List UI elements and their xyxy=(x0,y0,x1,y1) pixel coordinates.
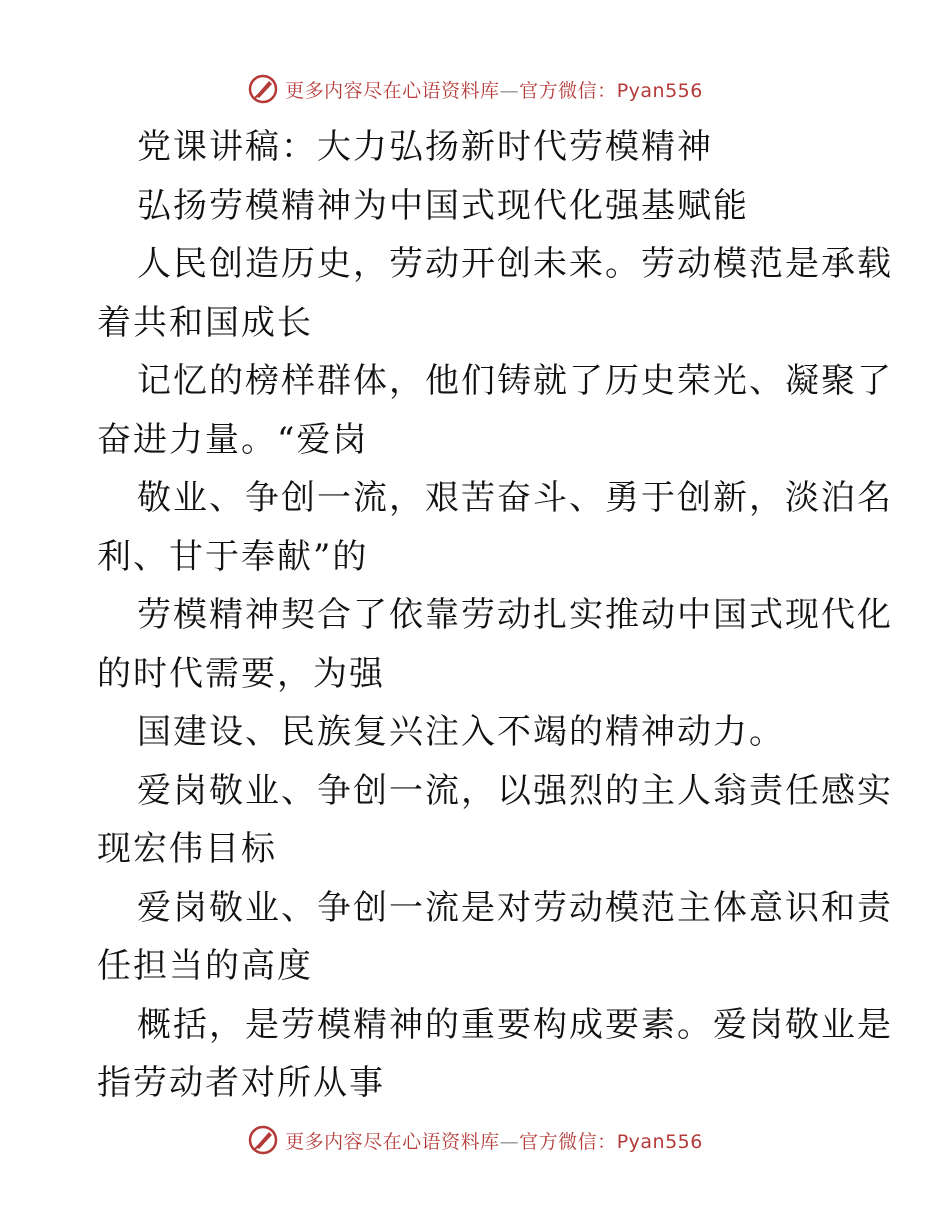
watermark-separator: — xyxy=(499,1130,520,1153)
document-line: 国建设、民族复兴注入不竭的精神动力。 xyxy=(137,712,785,752)
document-line: 敬业、争创一流，艰苦奋斗、勇于创新，淡泊名 xyxy=(137,478,893,518)
watermark-wechat-id: Pyan556 xyxy=(616,1130,703,1153)
document-line: 指劳动者对所从事 xyxy=(97,1063,385,1103)
header-watermark xyxy=(0,72,950,106)
document-line: 爱岗敬业、争创一流是对劳动模范主体意识和责 xyxy=(137,887,893,928)
watermark-text xyxy=(285,1127,703,1154)
watermark-wechat-label: 官方微信： xyxy=(519,1130,617,1153)
document-line: 爱岗敬业、争创一流，以强烈的主人翁责任感实 xyxy=(137,770,893,811)
footer-watermark xyxy=(0,1123,950,1157)
quill-logo-icon xyxy=(247,73,279,105)
document-line: 任担当的高度 xyxy=(97,946,313,986)
watermark-text xyxy=(285,76,703,103)
document-line: 党课讲稿：大力弘扬新时代劳模精神 xyxy=(137,127,713,167)
document-body xyxy=(97,118,893,1113)
watermark-wechat-id: Pyan556 xyxy=(616,79,703,102)
document-line: 概括，是劳模精神的重要构成要素。爱岗敬业是 xyxy=(137,1004,893,1045)
watermark-wechat-label: 官方微信： xyxy=(519,79,617,102)
quill-logo-icon xyxy=(247,1124,279,1156)
document-line: 奋进力量。“爱岗 xyxy=(97,419,369,460)
document-line: 着共和国成长 xyxy=(97,302,313,343)
document-line: 记忆的榜样群体，他们铸就了历史荣光、凝聚了 xyxy=(137,361,893,401)
document-line: 劳模精神契合了依靠劳动扎实推动中国式现代化 xyxy=(137,595,893,635)
document-line: 弘扬劳模精神为中国式现代化强基赋能 xyxy=(137,185,749,226)
document-line: 人民创造历史，劳动开创未来。劳动模范是承载 xyxy=(137,244,893,284)
watermark-site-text: 更多内容尽在心语资料库 xyxy=(285,79,500,102)
document-line: 的时代需要，为强 xyxy=(97,653,385,694)
document-line: 现宏伟目标 xyxy=(97,829,277,869)
watermark-site-text: 更多内容尽在心语资料库 xyxy=(285,1130,500,1153)
document-line: 利、甘于奉献”的 xyxy=(97,536,369,577)
watermark-separator: — xyxy=(499,79,520,102)
